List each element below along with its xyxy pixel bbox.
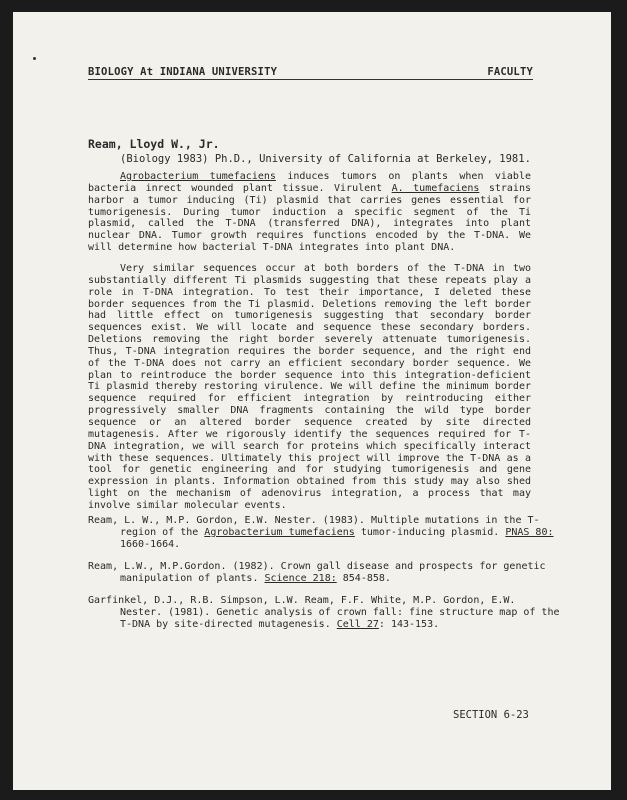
reference-1: Ream, L. W., M.P. Gordon, E.W. Nester. (1983). Multiple mutations in the T-region of the Agrobacterium tumefaciens tumor-inducing plasmid. PNAS 80: 1660-1664. xyxy=(88,515,554,550)
speck-mark xyxy=(33,57,36,60)
research-paragraph-2: Very similar sequences occur at both borders of the T-DNA in two substantially different Ti plasmids suggesting that these repeats play a role in T-DNA integration. To test their importance, I deleted these border sequences from the Ti plasmid. Deletions removing the left border had little effect on tumorigenesis suggesting that secondary border sequences exist. We will locate and sequence these secondary borders. Deletions removing the right border severely attenuate tumorigenesis. Thus, T-DNA integration requires the border sequence, and the right end of the T-DNA does not carry an efficient secondary border sequence. We plan to reintroduce the border sequence into this integration-deficient Ti plasmid thereby restoring virulence. We will define the minimum border sequence required for efficient integration by reintroducing either progressively smaller DNA fragments containing the wild type border sequence or an altered border sequence created by site directed mutagenesis. After we rigorously identify the sequences required for T-DNA integration, we will search for proteins which specifically interact with these sequences. Ultimately this project will improve the T-DNA as a tool for genetic engineering and for studying tumorigenesis and gene expression in plants. Information obtained from this study may also shed light on the mechanism of adenovirus integration, a process that may involve similar molecular events. xyxy=(88,263,531,511)
header-institution: BIOLOGY At INDIANA UNIVERSITY xyxy=(88,66,278,78)
header-section: FACULTY xyxy=(487,66,533,78)
reference-journal: Cell 27 xyxy=(336,618,379,630)
reference-journal: PNAS 80: xyxy=(505,526,554,538)
reference-2: Ream, L.W., M.P.Gordon. (1982). Crown gall disease and prospects for genetic manipulation of plants. Science 218: 854-858. xyxy=(88,561,546,584)
faculty-degree: (Biology 1983) Ph.D., University of California at Berkeley, 1981. xyxy=(120,153,531,165)
reference-3: Garfinkel, D.J., R.B. Simpson, L.W. Ream, F.F. White, M.P. Gordon, E.W. Nester. (1981). Genetic analysis of crown fall: fine structure map of the T-DNA by site-directed mutagenesis. Cell 27: 143-153. xyxy=(88,595,560,630)
page-header xyxy=(88,66,533,80)
faculty-name: Ream, Lloyd W., Jr. xyxy=(88,137,220,151)
page-footer: SECTION 6-23 xyxy=(453,709,529,721)
reference-journal: Science 218: xyxy=(264,572,337,584)
research-paragraph-1: Agrobacterium tumefaciens induces tumors on plants when viable bacteria inrect wounded plant tissue. Virulent A. tumefaciens strains harbor a tumor inducing (Ti) plasmid that carries genes essential for tumorigenesis. During tumor induction a specific segment of the Ti plasmid, called the T-DNA (transferred DNA), integrates into plant nuclear DNA. Tumor growth requires functions encoded by the T-DNA. We will determine how bacterial T-DNA integrates into plant DNA. xyxy=(88,171,531,254)
reference-term: Agrobacterium tumefaciens xyxy=(204,526,355,538)
species-term: Agrobacterium tumefaciens xyxy=(120,171,276,182)
species-term-short: A. tumefaciens xyxy=(391,182,480,194)
